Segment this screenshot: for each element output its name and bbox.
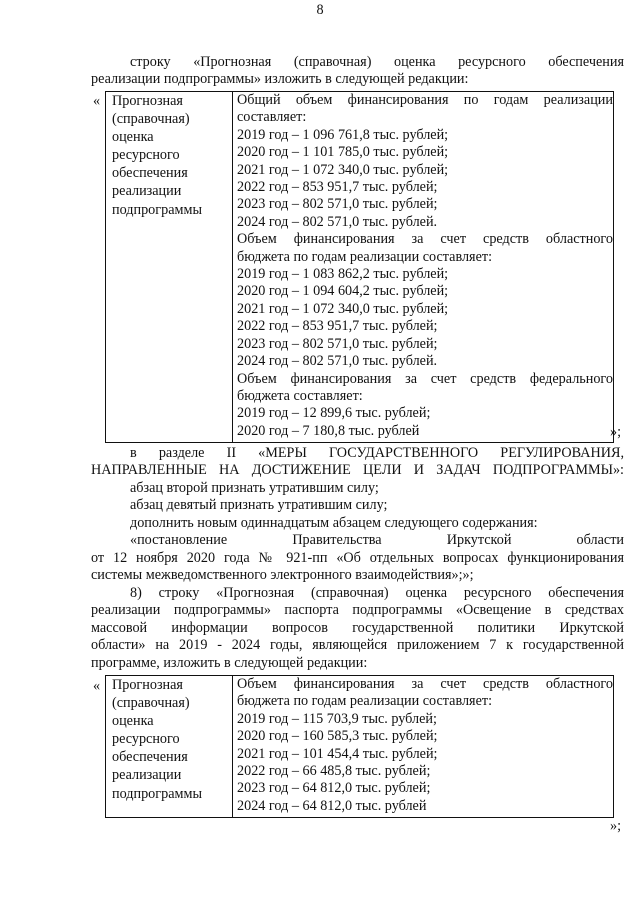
table1-right-line: бюджета составляет: [237,387,363,404]
table2-right-line: 2022 год – 66 485,8 тыс. рублей; [237,763,431,780]
table2-right-line: Объем финансирования за счет средств областного [237,676,613,692]
table2-right-line: 2023 год – 64 812,0 тыс. рублей; [237,780,431,797]
table1-close-quote: »; [610,424,622,440]
table1-left-line: подпрограммы [112,201,202,218]
para2-line7: от 12 ноября 2020 года № 921-пп «Об отдельных вопросах функционирования [91,550,624,566]
table1-right-line: Объем финансирования за счет средств областного [237,231,613,248]
table1-left-line: Прогнозная [112,93,183,109]
table2-left-line: подпрограммы [112,785,202,802]
table1-right-line: 2021 год – 1 072 340,0 тыс. рублей; [237,300,449,317]
table2-right-line: 2019 год – 115 703,9 тыс. рублей; [237,710,437,727]
para2-line4: абзац девятый признать утратившим силу; [130,497,388,513]
table1-right-line: Общий объем финансирования по годам реализации [237,92,613,108]
table1-right-line: 2019 год – 12 899,6 тыс. рублей; [237,405,431,422]
table1-right-line: 2021 год – 1 072 340,0 тыс. рублей; [237,161,449,178]
para2-line6: «постановление Правительства Иркутской области [130,532,624,548]
table2-left-line: обеспечения [112,749,188,766]
table2-right-line: бюджета по годам реализации составляет: [237,693,493,710]
table1-right-line: 2020 год – 7 180,8 тыс. рублей [237,422,420,439]
table2-open-quote: « [93,678,101,694]
para2-line8: системы межведомственного электронного взаимодействия»;»; [91,567,474,583]
table2-right-line: 2020 год – 160 585,3 тыс. рублей; [237,728,438,745]
table1-right-cell [233,92,614,443]
table1-right-line: 2024 год – 802 571,0 тыс. рублей. [237,353,438,370]
table1-left-line: (справочная) [112,111,190,128]
para2-line5: дополнить новым одиннадцатым абзацем следующего содержания: [130,515,538,531]
table1-right-line: 2019 год – 1 096 761,8 тыс. рублей; [237,126,449,143]
table1-right-line: 2022 год – 853 951,7 тыс. рублей; [237,318,438,335]
table1-right-line: 2020 год – 1 101 785,0 тыс. рублей; [237,144,449,161]
para3-line1: 8) строку «Прогнозная (справочная) оценка ресурсного обеспечения [130,585,624,601]
table1-right-line: 2022 год – 853 951,7 тыс. рублей; [237,179,438,196]
table1-left-line: ресурсного [112,147,180,164]
table2-left-cell [106,676,233,818]
para2-line2: НАПРАВЛЕННЫЕ НА ДОСТИЖЕНИЕ ЦЕЛИ И ЗАДАЧ ПОДПРОГРАММЫ»: [91,462,624,478]
table1-right-line: 2023 год – 802 571,0 тыс. рублей; [237,196,438,213]
para3-line4: области» на 2019 - 2024 годы, являющейся приложением 7 к государственной [91,637,624,653]
table1-right-line: бюджета по годам реализации составляет: [237,248,493,265]
table1-left-cell [106,92,233,443]
table2-left-line: (справочная) [112,695,190,712]
table1-row [106,92,614,443]
table2-close-quote: »; [610,818,622,834]
table1-right-line: 2024 год – 802 571,0 тыс. рублей. [237,213,438,230]
table1-left-line: обеспечения [112,165,188,182]
para3-line3: массовой информации вопросов государственной политики Иркутской [91,620,624,636]
para2-line1: в разделе II «МЕРЫ ГОСУДАРСТВЕННОГО РЕГУЛИРОВАНИЯ, [130,445,624,461]
para3-line5: программе, изложить в следующей редакции: [91,655,368,671]
table1-right-line: 2020 год – 1 094 604,2 тыс. рублей; [237,283,449,300]
table1-left-line: оценка [112,129,154,146]
para3-line2: реализации подпрограммы» паспорта подпрограммы «Освещение в средствах [91,602,624,618]
page-number: 8 [316,2,324,18]
table1-right-line: 2019 год – 1 083 862,2 тыс. рублей; [237,266,449,283]
table2-left-line: оценка [112,713,154,730]
table1-left-line: реализации [112,183,182,200]
para1-line2: реализации подпрограммы» изложить в следующей редакции: [91,71,469,87]
table2-row [106,676,614,818]
para2-line3: абзац второй признать утратившим силу; [130,480,379,496]
table2 [105,675,614,818]
table2-left-line: ресурсного [112,731,180,748]
table2-right-cell [233,676,614,818]
table1-right-line: составляет: [237,109,307,126]
table1 [105,91,614,443]
table2-left-line: реализации [112,767,182,784]
table2-right-line: 2024 год – 64 812,0 тыс. рублей [237,797,427,814]
para1-line1: строку «Прогнозная (справочная) оценка ресурсного обеспечения [130,54,624,70]
table1-open-quote: « [93,93,101,109]
table1-right-line: Объем финансирования за счет средств федерального [237,370,613,387]
table2-right-line: 2021 год – 101 454,4 тыс. рублей; [237,745,438,762]
table2-left-line: Прогнозная [112,677,183,693]
table1-right-line: 2023 год – 802 571,0 тыс. рублей; [237,335,438,352]
